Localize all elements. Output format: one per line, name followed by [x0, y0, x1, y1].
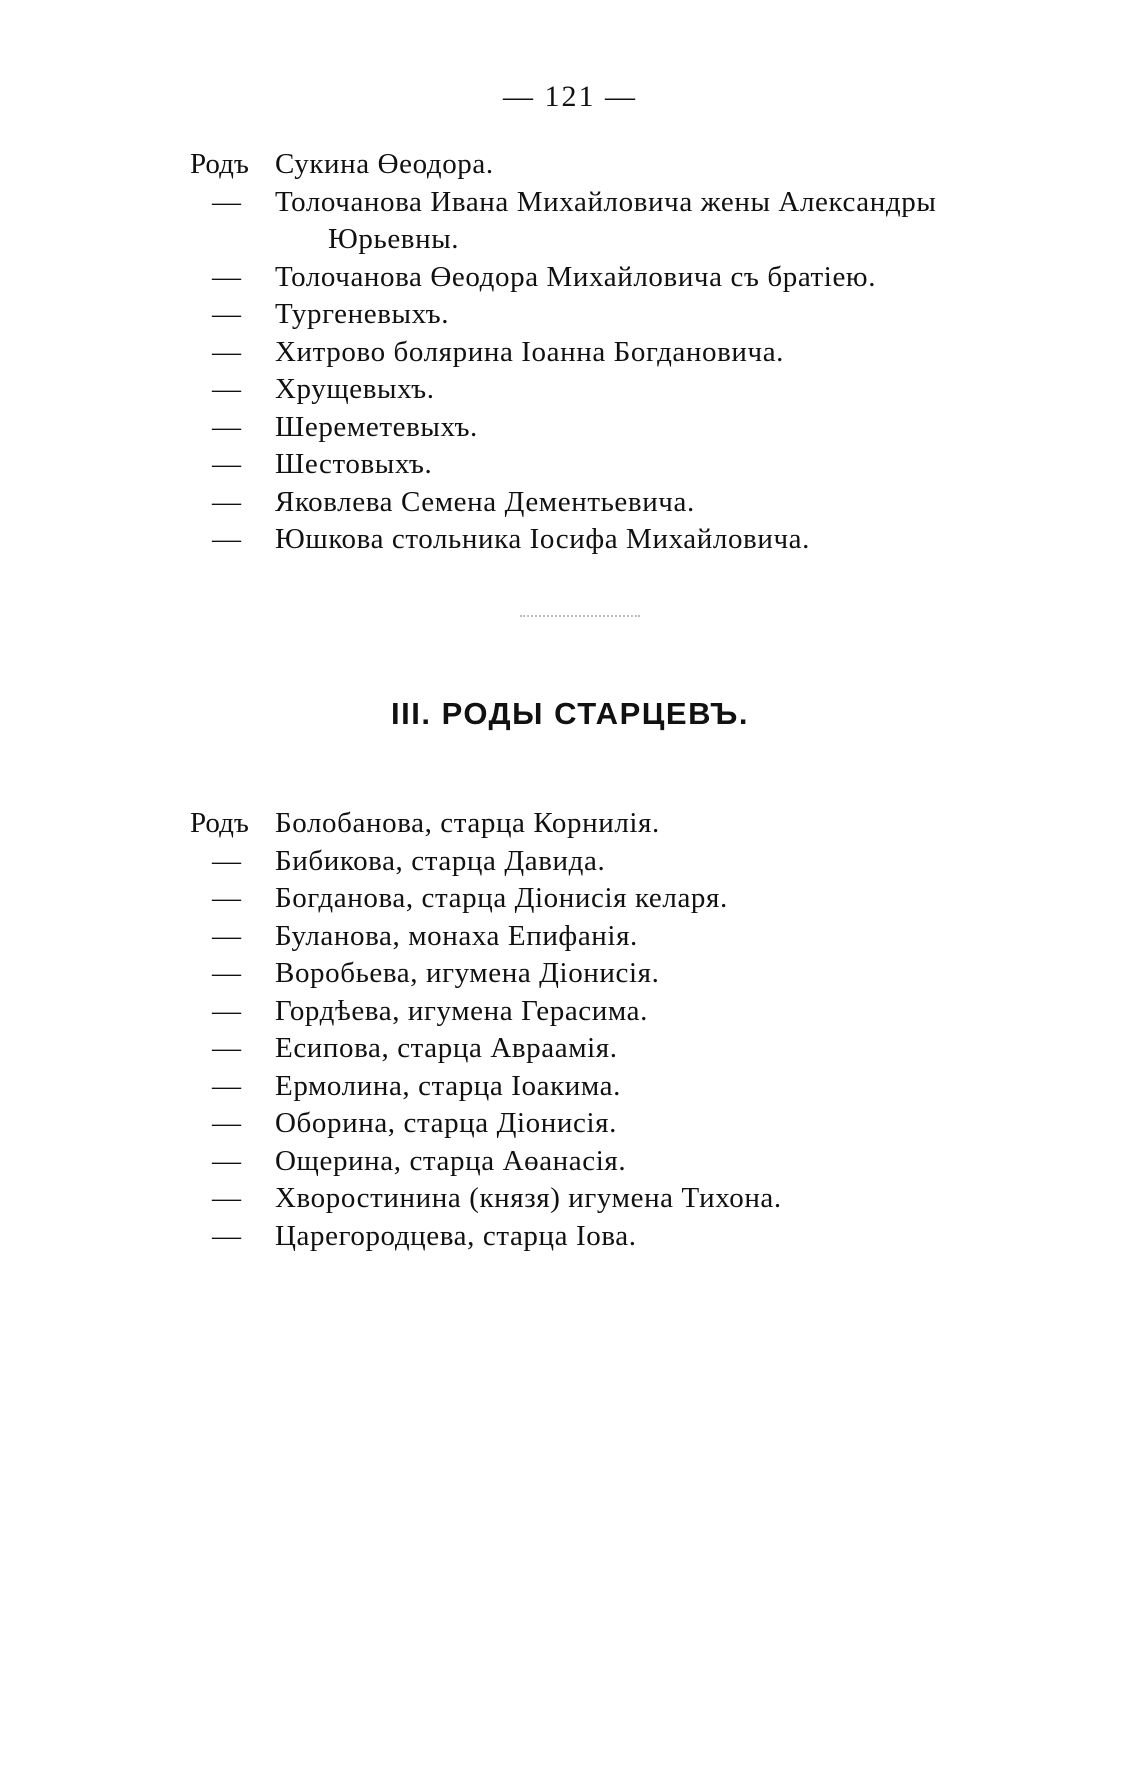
ditto-dash: — [212, 335, 241, 368]
entry-text: Есипова, старца Авраамія. [275, 1032, 618, 1064]
ditto-dash: — [212, 1219, 241, 1252]
ditto-dash: — [212, 373, 241, 405]
entry-text: Оборина, старца Діонисія. [275, 1107, 617, 1139]
ditto-dash: — [212, 1032, 241, 1064]
entry-text: Ощерина, старца Аөанасія. [275, 1144, 627, 1177]
list-item [0, 446, 1140, 484]
ditto-dash: — [212, 185, 241, 218]
list-item [0, 993, 1140, 1031]
list-item [0, 1180, 1140, 1218]
list-item [0, 484, 1140, 522]
entry-text: Ермолина, старца Іоакима. [275, 1069, 621, 1102]
entry-text: Толочанова Өеодора Михайловича съ братіею. [275, 260, 877, 293]
ditto-dash: — [212, 448, 241, 480]
list-item [0, 918, 1140, 956]
entry-text: Юшкова стольника Іосифа Михайловича. [275, 523, 810, 555]
ditto-dash: — [212, 1107, 241, 1139]
list-item [0, 371, 1140, 409]
list-item [0, 521, 1140, 559]
ditto-dash: — [212, 485, 241, 518]
entry-text: Воробьева, игумена Діонисія. [275, 957, 660, 989]
list-item [0, 1068, 1140, 1106]
entry-text: Яковлева Семена Дементьевича. [275, 485, 695, 518]
entry-text: Хитрово болярина Іоанна Богдановича. [275, 335, 785, 368]
ditto-dash: — [212, 523, 241, 555]
ditto-dash: — [212, 1182, 241, 1214]
ditto-dash: — [212, 882, 241, 914]
entry-text: Сукина Өеодора. [275, 148, 494, 180]
list-item [0, 955, 1140, 993]
list-item [0, 334, 1140, 372]
entry-text: Шестовыхъ. [275, 448, 433, 480]
list-item-continuation [0, 221, 1140, 259]
entry-text: Хворостинина (князя) игумена Тихона. [275, 1182, 782, 1214]
entry-text: Болобанова, старца Корнилія. [275, 807, 660, 839]
ditto-dash: — [212, 410, 241, 443]
entry-text: Хрущевыхъ. [275, 373, 435, 405]
entry-text: Толочанова Ивана Михайловича жены Александры [275, 185, 937, 218]
list-item [0, 296, 1140, 334]
ditto-dash: — [212, 919, 241, 952]
entry-text: Тургеневыхъ. [275, 298, 450, 330]
list-item [0, 1143, 1140, 1181]
entry-text: Юрьевны. [328, 223, 460, 255]
list-item [0, 259, 1140, 297]
entry-text: Бибикова, старца Давида. [275, 844, 606, 877]
list-item [0, 843, 1140, 881]
lead-word: Родъ [190, 148, 249, 180]
entry-text: Буланова, монаха Епифанія. [275, 919, 638, 952]
ditto-dash: — [212, 260, 241, 293]
list-item [0, 184, 1140, 222]
list-item [0, 805, 1140, 843]
lead-word: Родъ [190, 807, 249, 839]
ditto-dash: — [212, 1069, 241, 1102]
entry-text: Гордѣева, игумена Герасима. [275, 994, 648, 1027]
ditto-dash: — [212, 844, 241, 877]
list-item [0, 146, 1140, 184]
family-list-section-3 [0, 805, 1140, 1255]
page-number: — 121 — [503, 80, 637, 113]
family-list-section-2 [0, 146, 1140, 559]
entry-text: Богданова, старца Діонисія келаря. [275, 882, 728, 914]
entry-text: Шереметевыхъ. [275, 410, 478, 443]
list-item [0, 1218, 1140, 1256]
entry-text: Царегородцева, старца Іова. [275, 1219, 637, 1252]
ditto-dash: — [212, 1144, 241, 1177]
list-item [0, 1030, 1140, 1068]
section-separator [520, 615, 640, 621]
section-heading: III. РОДЫ СТАРЦЕВЪ. [391, 696, 749, 731]
list-item [0, 1105, 1140, 1143]
list-item [0, 880, 1140, 918]
ditto-dash: — [212, 994, 241, 1027]
ditto-dash: — [212, 957, 241, 989]
list-item [0, 409, 1140, 447]
ditto-dash: — [212, 298, 241, 330]
